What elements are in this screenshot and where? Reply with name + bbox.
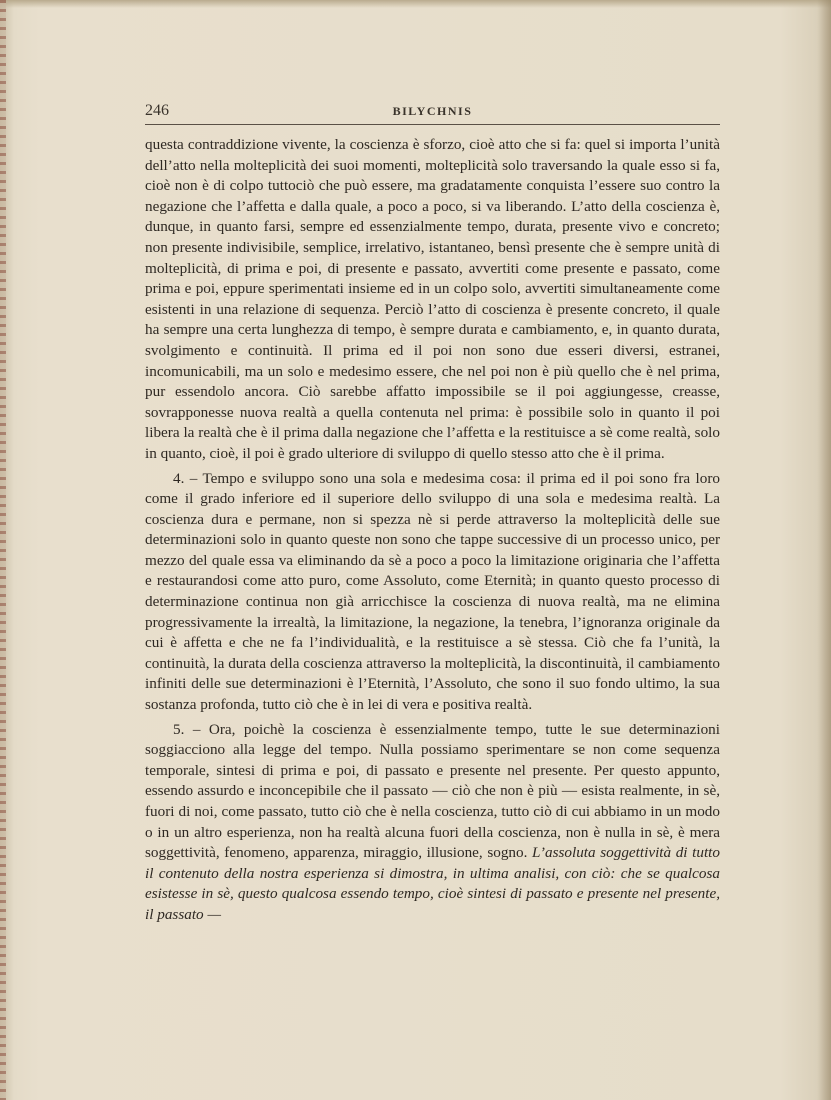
page-number: 246 [145,102,169,119]
header-rule [145,124,720,125]
paragraph-section-4: 4. – Tempo e sviluppo sono una sola e medesima cosa: il prima ed il poi sono fra loro come il grado inferiore ed il superiore dello sviluppo di una sola e medesima realtà. La coscienza dura e permane, non si spezza nè si perde attraverso la molteplicità delle sue determinazioni solo in quanto queste non sono che tappe successive di un processo unico, per mezzo del quale essa va eliminando da sè a poco a poco la limitazione originaria che l’affetta e restaurandosi come atto puro, come Assoluto, come Eternità; in quanto questo processo di determinazione continua non già arricchisce la coscienza di nuova realtà, ma ne elimina progressivamente la irrealtà, la limitazione, la negazione, la tenebra, l’ignoranza originale da cui è affetta e che ne fa l’individualità, e la restituisce a sè stessa. Ciò che fa l’unità, la continuità, la durata della coscienza attraverso la molteplicità, la discontinuità, il cambiamento infiniti delle sue determinazioni è l’Eternità, l’Assoluto, che sono il suo fondo ultimo, la sua sostanza profonda, tutto ciò che è in lei di vera e positiva realtà. [145,469,720,714]
paragraph-section-5-roman: 5. – Ora, poichè la coscienza è essenzialmente tempo, tutte le sue determinazioni soggiacciono alla legge del tempo. Nulla possiamo sperimentare se non come sequenza temporale, sintesi di prima e poi, di passato e presente nel presente. Per questo appunto, essendo assurdo e inconcepibile che il passato — ciò che non è più — esista realmente, in sè, fuori di noi, come passato, tutto ciò che è nella coscienza, tutto ciò di cui abbiamo in un modo o in un altro esperienza, non ha realtà alcuna fuori della coscienza, non è nulla in sè, è mera soggettività, fenomeno, apparenza, miraggio, illusione, sogno. [145,720,720,862]
page-right-shadow [817,0,831,1100]
page-header [145,102,720,124]
binding-edge [0,0,6,1100]
body-text [145,135,720,926]
paragraph-continued: questa contraddizione vivente, la coscienza è sforzo, cioè atto che si fa: quel si importa l’unità dell’atto nella molteplicità dei suoi momenti, molteplicità solo traversando la quale esso si fa, cioè non è di colpo tuttociò che può essere, ma gradatamente conquista l’essere suo contro la negazione che l’affetta e dalla quale, a poco a poco, si va liberando. L’atto della coscienza è, dunque, in quanto farsi, sempre ed essenzialmente tempo, durata, presente vivo e concreto; non presente indivisibile, semplice, irrelativo, istantaneo, bensì presente che è sempre unità di molteplicità, di prima e poi, di presente e passato, avvertiti come presente e passato, come prima e poi, eppure sperimentati insieme ed in un colpo solo, avvertiti simultaneamente come esistenti in una relazione di sequenza. Perciò l’atto di coscienza è presente concreto, il quale ha sempre una certa lunghezza di tempo, è sempre durata e cambiamento, e, in quanto durata, svolgimento e continuità. Il prima ed il poi non sono due esseri diversi, estranei, incomunicabili, ma un solo e medesimo essere, che nel poi non è più quello che è nel prima, pur essendolo ancora. Ciò sarebbe affatto impossibile se il poi aggiungesse, creasse, sovrapponesse nuova realtà a quella contenuta nel prima: è possibile solo in quanto il poi libera la realtà che è il prima dalla negazione che l’affetta e la restituisce a sè come realtà, solo in quanto, cioè, il poi è grado ulteriore di sviluppo di quello stesso atto che è il prima. [145,136,720,462]
paragraph-section-5-italic: L’assoluta soggettività di tutto il contenuto della nostra esperienza si dimostra, in ultima analisi, con ciò: che se qualcosa esistesse in sè, questo qualcosa essendo tempo, cioè sintesi di passato e presente nel presente, il passato — [145,844,720,923]
paragraph-section-5 [145,720,720,926]
running-title: BILYCHNIS [392,104,473,118]
page-top-edge [0,0,831,8]
